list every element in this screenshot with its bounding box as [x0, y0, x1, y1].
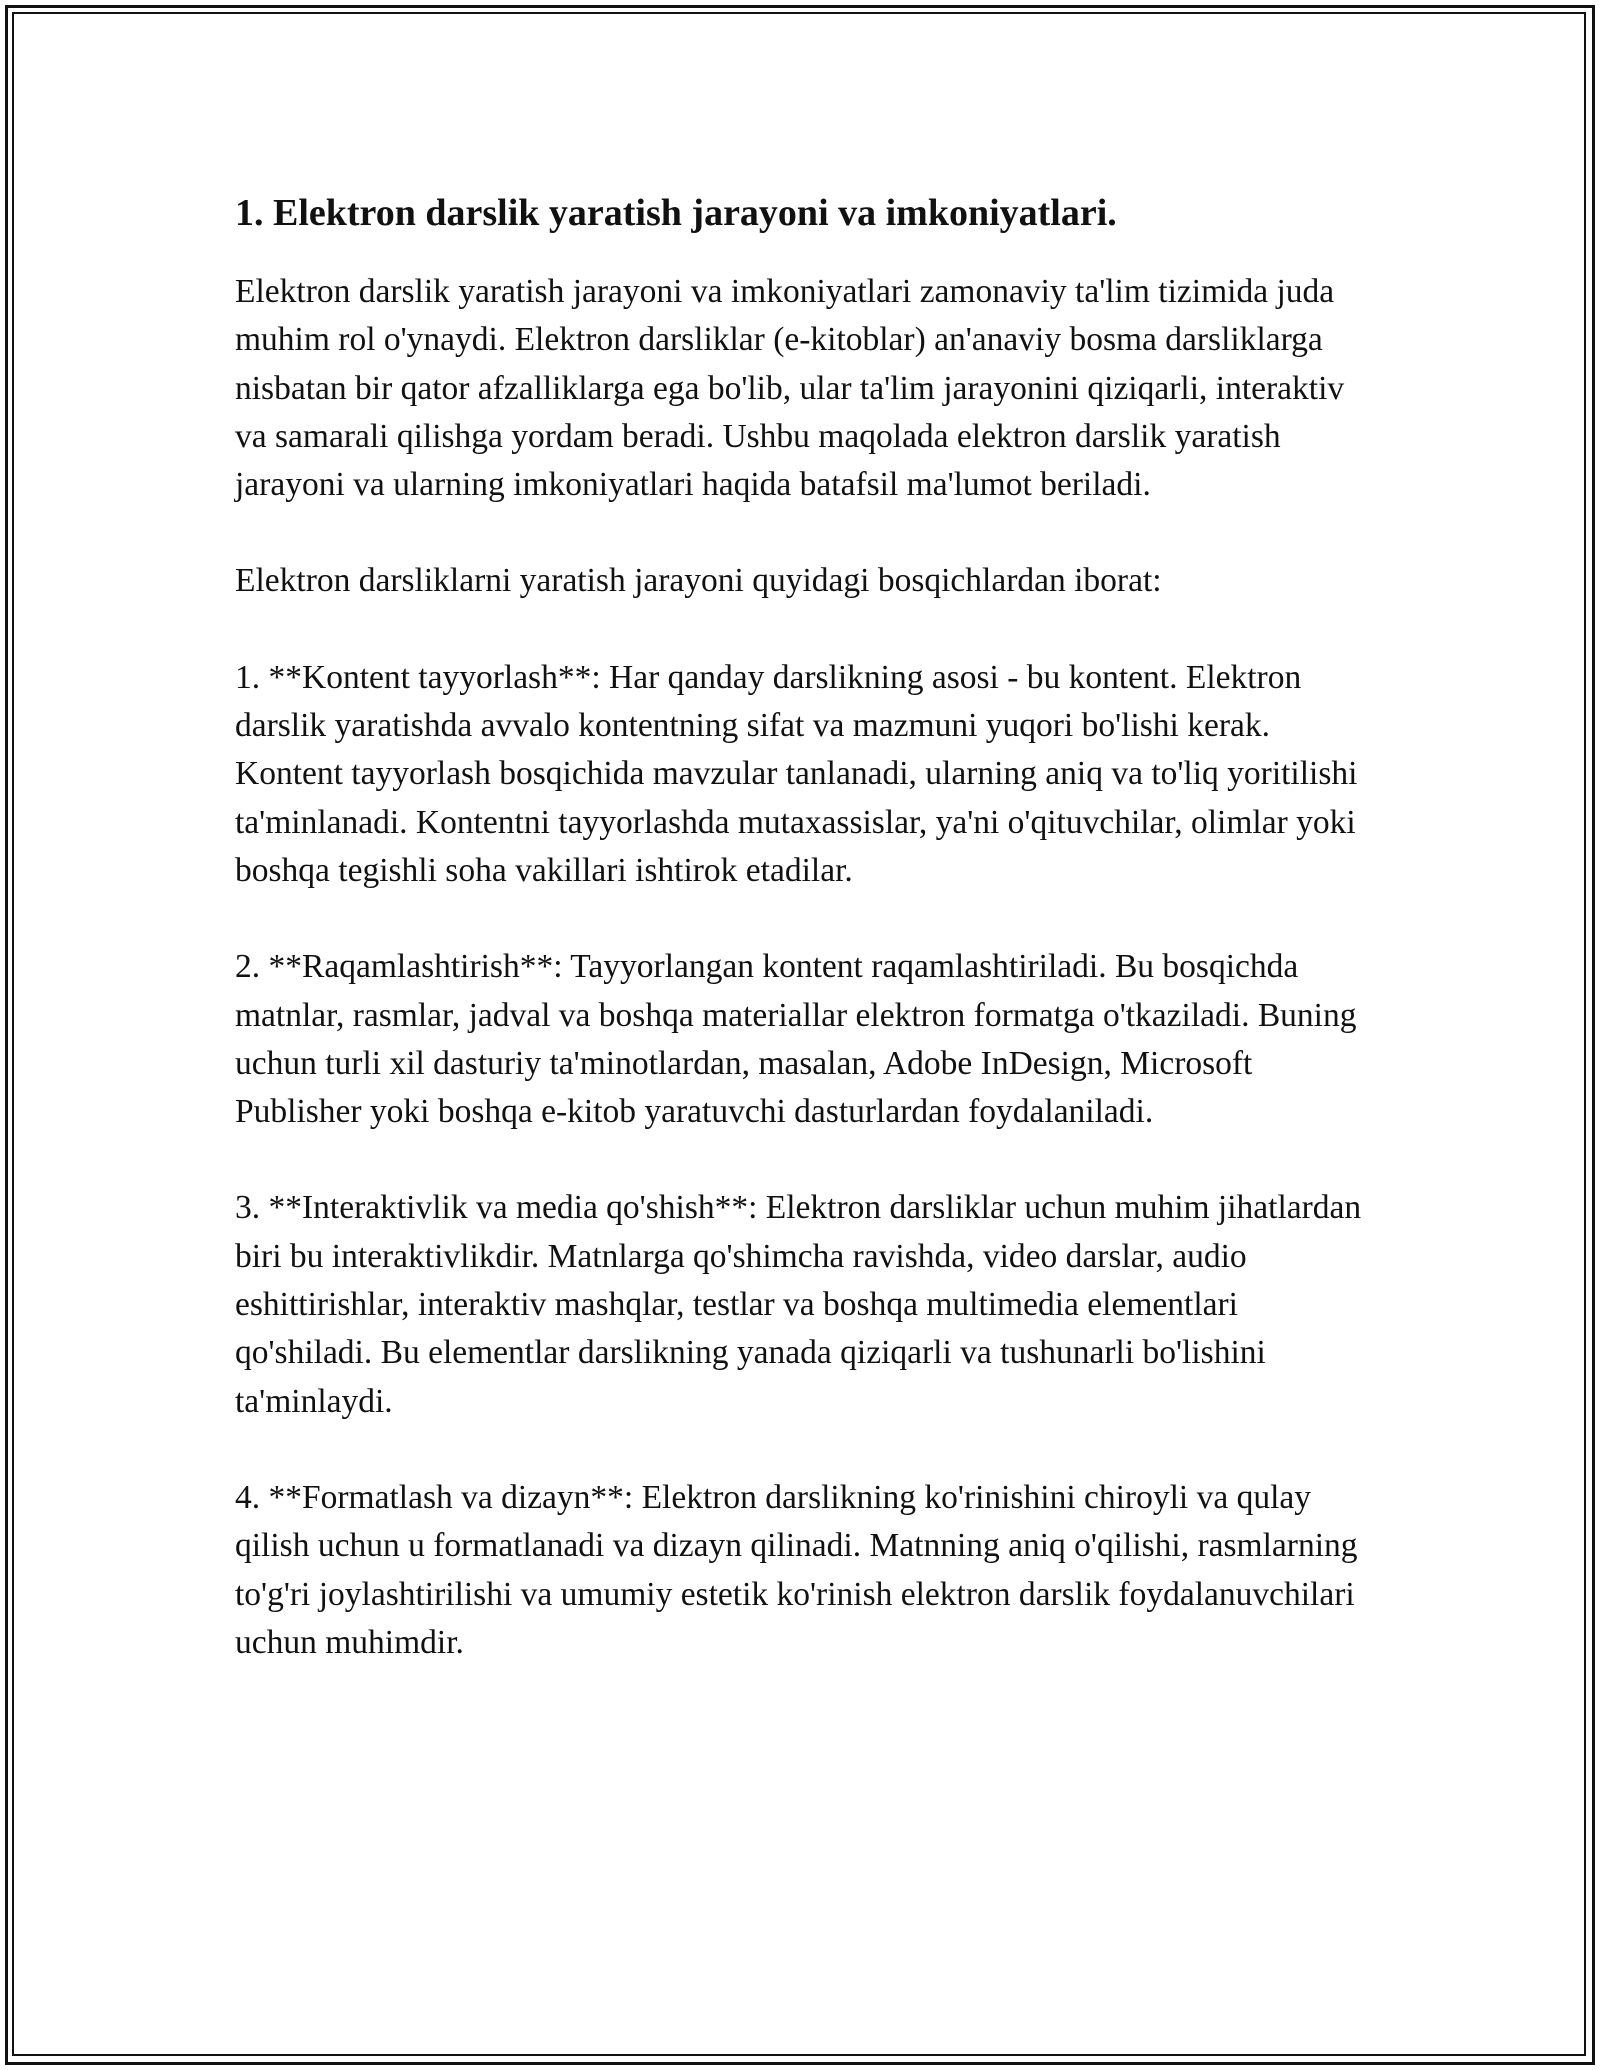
document-body [235, 186, 1375, 1715]
paragraph-step-4: 4. **Formatlash va dizayn**: Elektron darslikning ko'rinishini chiroyli va qulay qilish uchun u formatlanadi va dizayn qilinadi. Matnning aniq o'qilishi, rasmlarning to'g'ri joylashtirilishi va umumiy estetik ko'rinish elektron darslik foydalanuvchilari uchun muhimdir. [235, 1478, 1358, 1661]
paragraph-step-3: 3. **Interaktivlik va media qo'shish**: Elektron darsliklar uchun muhim jihatlardan biri bu interaktivlikdir. Matnlarga qo'shimcha ravishda, video darslar, audio eshittirishlar, interaktiv mashqlar, testlar va boshqa multimedia elementlari qo'shiladi. Bu elementlar darslikning yanada qiziqarli va tushunarli bo'lishini ta'minlaydi. [235, 1189, 1362, 1420]
document-title: 1. Elektron darslik yaratish jarayoni va imkoniyatlari. [235, 192, 1117, 234]
paragraph-intro: Elektron darslik yaratish jarayoni va imkoniyatlari zamonaviy ta'lim tizimida juda muhim rol o'ynaydi. Elektron darsliklar (e-kitoblar) an'anaviy bosma darsliklarga nisbatan bir qator afzalliklarga ega bo'lib, ular ta'lim jarayonini qiziqarli, interaktiv va samarali qilishga yordam beradi. Ushbu maqolada elektron darslik yaratish jarayoni va ularning imkoniyatlari haqida batafsil ma'lumot beriladi. [235, 273, 1345, 504]
paragraph-stages-lead: Elektron darsliklarni yaratish jarayoni quyidagi bosqichlardan iborat: [235, 562, 1162, 600]
paragraph-step-2: 2. **Raqamlashtirish**: Tayyorlangan kontent raqamlashtiriladi. Bu bosqichda matnlar, rasmlar, jadval va boshqa materiallar elektron formatga o'tkaziladi. Buning uchun turli xil dasturiy ta'minotlardan, masalan, Adobe InDesign, Microsoft Publisher yoki boshqa e-kitob yaratuvchi dasturlardan foydalaniladi. [235, 948, 1357, 1131]
paragraph-step-1: 1. **Kontent tayyorlash**: Har qanday darslikning asosi - bu kontent. Elektron darslik yaratishda avvalo kontentning sifat va mazmuni yuqori bo'lishi kerak. Kontent tayyorlash bosqichida mavzular tanlanadi, ularning aniq va to'liq yoritilishi ta'minlanadi. Kontentni tayyorlashda mutaxassislar, ya'ni o'qituvchilar, olimlar yoki boshqa tegishli soha vakillari ishtirok etadilar. [235, 658, 1358, 889]
